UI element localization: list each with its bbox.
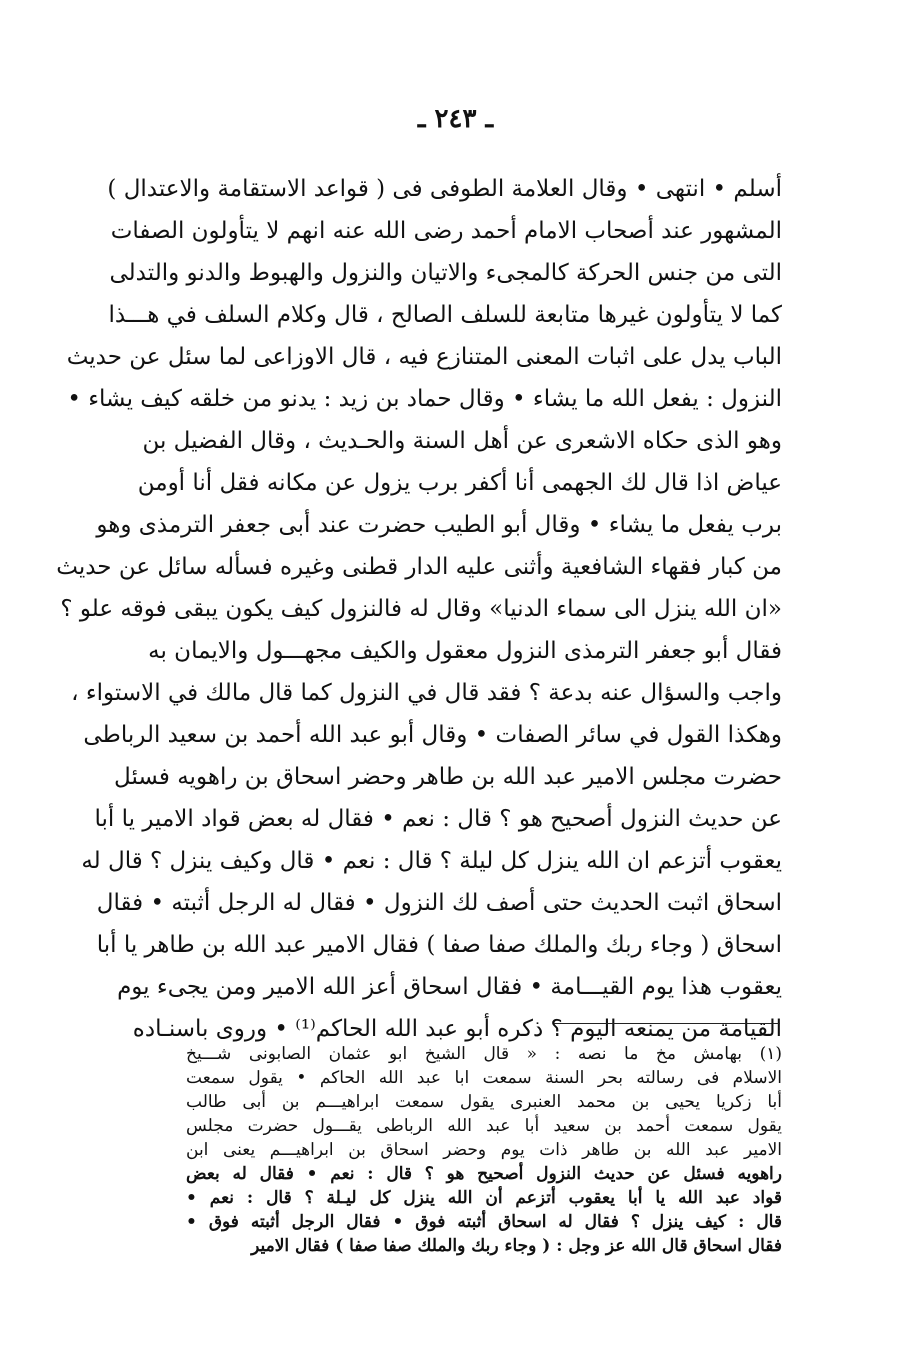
text-line: واجب والسؤال عنه بدعة ؟ فقد قال في النزول كما قال مالك في الاستواء ،	[71, 680, 782, 706]
footnote-line: قواد عبد الله يا أبا يعقوب أتزعم أن الله ينزل كل ليـلة ؟ قال : نعم •	[186, 1188, 782, 1208]
footnote-line: راهويه فسئل عن حديث النزول أصحيح هو ؟ قال : نعم • فقال له بعض	[186, 1164, 782, 1184]
footnote-line: (١) بهامش مخ ما نصه : « قال الشيخ ابو عثمان الصابونى شـــيخ	[186, 1044, 782, 1064]
footnote-line: الاسلام فى رسالته بحر السنة سمعت ابا عبد الله الحاكم • يقول سمعت	[186, 1068, 782, 1088]
footnote-line: فقال اسحاق قال الله عز وجل : ( وجاء ربك والملك صفا صفا ) فقال الامير	[251, 1236, 782, 1256]
text-line: يعقوب أتزعم ان الله ينزل كل ليلة ؟ قال : نعم • قال وكيف ينزل ؟ قال له	[81, 848, 782, 874]
footnote-divider	[554, 1023, 780, 1024]
footnote-line: يقول سمعت أحمد بن سعيد أبا عبد الله الرباطى يقـــول حضرت مجلس	[186, 1116, 782, 1136]
footnote-line: الامير عبد الله بن طاهر ذات يوم وحضر اسحاق بن ابراهيـــم يعنى ابن	[186, 1140, 782, 1160]
text-line: كما لا يتأولون غيرها متابعة للسلف الصالح ، قال وكلام السلف في هـــذا	[108, 302, 782, 328]
text-line: اسحاق ( وجاء ربك والملك صفا صفا ) فقال الامير عبد الله بن طاهر يا أبا	[96, 932, 782, 958]
text-line: يعقوب هذا يوم القيـــامة • فقال اسحاق أعز الله الامير ومن يجىء يوم	[117, 974, 782, 1000]
text-line: النزول : يفعل الله ما يشاء • وقال حماد بن زيد : يدنو من خلقه كيف يشاء •	[67, 386, 782, 412]
text-line: حضرت مجلس الامير عبد الله بن طاهر وحضر اسحاق بن راهويه فسئل	[114, 764, 782, 790]
text-line: «ان الله ينزل الى سماء الدنيا» وقال له فالنزول كيف يكون يبقى فوقه علو ؟	[60, 596, 782, 622]
text-line: فقال أبو جعفر الترمذى النزول معقول والكيف مجهـــول والايمان به	[148, 638, 782, 664]
footnote-line: قال : كيف ينزل ؟ فقال له اسحاق أثبته فوق • فقال الرجل أثبته فوق •	[186, 1212, 782, 1232]
text-line: المشهور عند أصحاب الامام أحمد رضى الله عنه انهم لا يتأولون الصفات	[110, 218, 782, 244]
text-line: الباب يدل على اثبات المعنى المتنازع فيه ، قال الاوزاعى لما سئل عن حديث	[66, 344, 782, 370]
main-text	[56, 168, 782, 1050]
text-line: القيامة من يمنعه اليوم ؟ ذكره أبو عبد الله الحاكم⁽¹⁾ • وروى باسنـاده	[132, 1016, 782, 1042]
text-line: اسحاق اثبت الحديث حتى أصف لك النزول • فقال له الرجل أثبته • فقال	[96, 890, 782, 916]
text-line: برب يفعل ما يشاء • وقال أبو الطيب حضرت عند أبى جعفر الترمذى وهو	[96, 512, 782, 538]
text-line: عن حديث النزول أصحيح هو ؟ قال : نعم • فقال له بعض قواد الامير يا أبا	[94, 806, 782, 832]
text-line: وهكذا القول في سائر الصفات • وقال أبو عبد الله أحمد بن سعيد الرباطى	[83, 722, 782, 748]
text-line: من كبار فقهاء الشافعية وأثنى عليه الدار قطنى وغيره فسأله سائل عن حديث	[56, 554, 782, 580]
text-line: عياض اذا قال لك الجهمى أنا أكفر برب يزول عن مكانه فقل أنا أومن	[137, 470, 782, 496]
text-line: التى من جنس الحركة كالمجىء والاتيان والنزول والهبوط والدنو والتدلى	[109, 260, 782, 286]
footnote-line: أبا زكريا يحيى بن محمد العنبرى يقول سمعت ابراهيـــم بن أبى طالب	[186, 1092, 782, 1112]
text-line: وهو الذى حكاه الاشعرى عن أهل السنة والحـديث ، وقال الفضيل بن	[142, 428, 782, 454]
footnote	[186, 1042, 782, 1258]
page-number: ـ ٢٤٣ ـ	[417, 104, 494, 134]
text-line: أسلم • انتهى • وقال العلامة الطوفى فى ( قواعد الاستقامة والاعتدال )	[107, 176, 782, 202]
